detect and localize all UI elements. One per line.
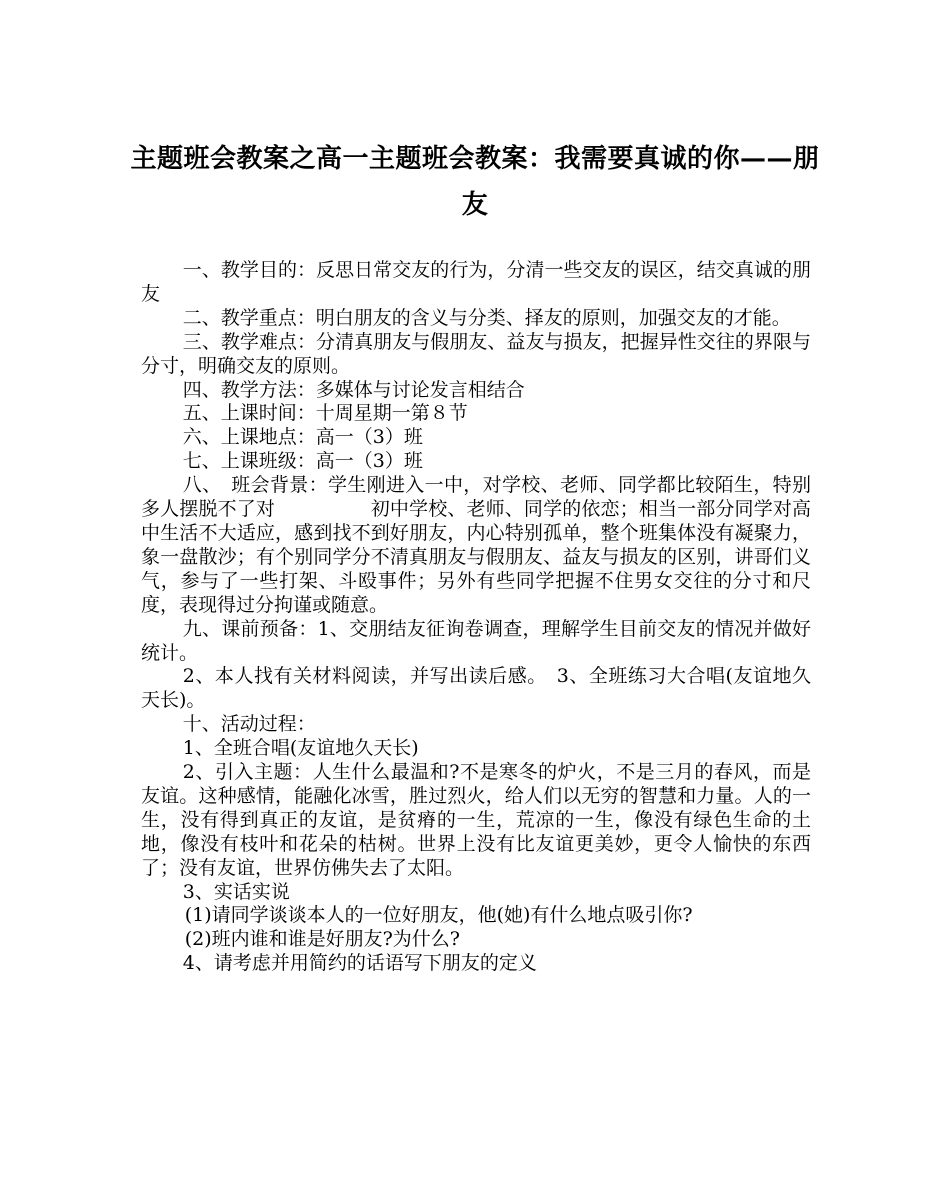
- paragraph-preparation: 九、课前预备：1、交朋结友征询卷调查，理解学生目前交友的情况并做好统计。: [141, 617, 811, 664]
- paragraph-class-location: 六、上课地点：高一（3）班: [182, 426, 423, 449]
- paragraph-teaching-method: 四、教学方法：多媒体与讨论发言相结合: [182, 378, 525, 401]
- document-title: 主题班会教案之高一主题班会教案：我需要真诚的你——朋友: [130, 144, 820, 220]
- paragraph-step-1: 1、全班合唱(友谊地久天长): [182, 737, 419, 760]
- paragraph-teaching-focus: 二、教学重点：明白朋友的含义与分类、择友的原则，加强交友的才能。: [182, 306, 791, 329]
- paragraph-class-time: 五、上课时间：十周星期一第８节: [182, 402, 468, 425]
- paragraph-step-3-item-1: (1)请同学谈谈本人的一位好朋友，他(她)有什么地点吸引你?: [184, 904, 693, 927]
- paragraph-step-3: 3、实话实说: [182, 880, 290, 903]
- paragraph-background: 八、 班会背景：学生刚进入一中，对学校、老师、同学都比较陌生，特别多人摆脱不了对 初中学校、老师、同学的依恋；相当一部分同学对高中生活不大适应，感到找不到好朋友，内心特别孤单，整个班集体没有凝聚力，象一盘散沙；有个别同学分不清真朋友与假朋友、益友与损友的区别，讲哥们义气，参与了一些打架、斗殴事件；另外有些同学把握不住男女交往的分寸和尺度，表现得过分拘谨或随意。: [141, 474, 811, 616]
- document-body: [141, 259, 811, 976]
- paragraph-step-3-item-2: (2)班内谁和谁是好朋友?为什么?: [184, 928, 460, 951]
- paragraph-step-2: 2、引入主题：人生什么最温和?不是寒冬的炉火，不是三月的春风，而是友谊。这种感情，能融化冰雪，胜过烈火，给人们以无穷的智慧和力量。人的一生，没有得到真正的友谊，是贫瘠的一生，荒凉的一生，像没有绿色生命的土地，像没有枝叶和花朵的枯树。世界上没有比友谊更美妙，更令人愉快的东西了；没有友谊，世界仿佛失去了太阳。: [141, 761, 811, 879]
- paragraph-step-4: 4、请考虑并用简约的话语写下朋友的定义: [182, 952, 537, 975]
- paragraph-class-group: 七、上课班级：高一（3）班: [182, 450, 423, 473]
- paragraph-preparation-continued: 2、本人找有关材料阅读，并写出读后感。 3、全班练习大合唱(友谊地久天长)。: [141, 665, 811, 712]
- paragraph-teaching-goal: 一、教学目的：反思日常交友的行为，分清一些交友的误区，结交真诚的朋友: [141, 259, 811, 305]
- paragraph-teaching-difficulty: 三、教学难点：分清真朋友与假朋友、益友与损友，把握异性交往的界限与分寸，明确交友的原则。: [141, 330, 811, 377]
- paragraph-activity-process: 十、活动过程：: [182, 713, 316, 736]
